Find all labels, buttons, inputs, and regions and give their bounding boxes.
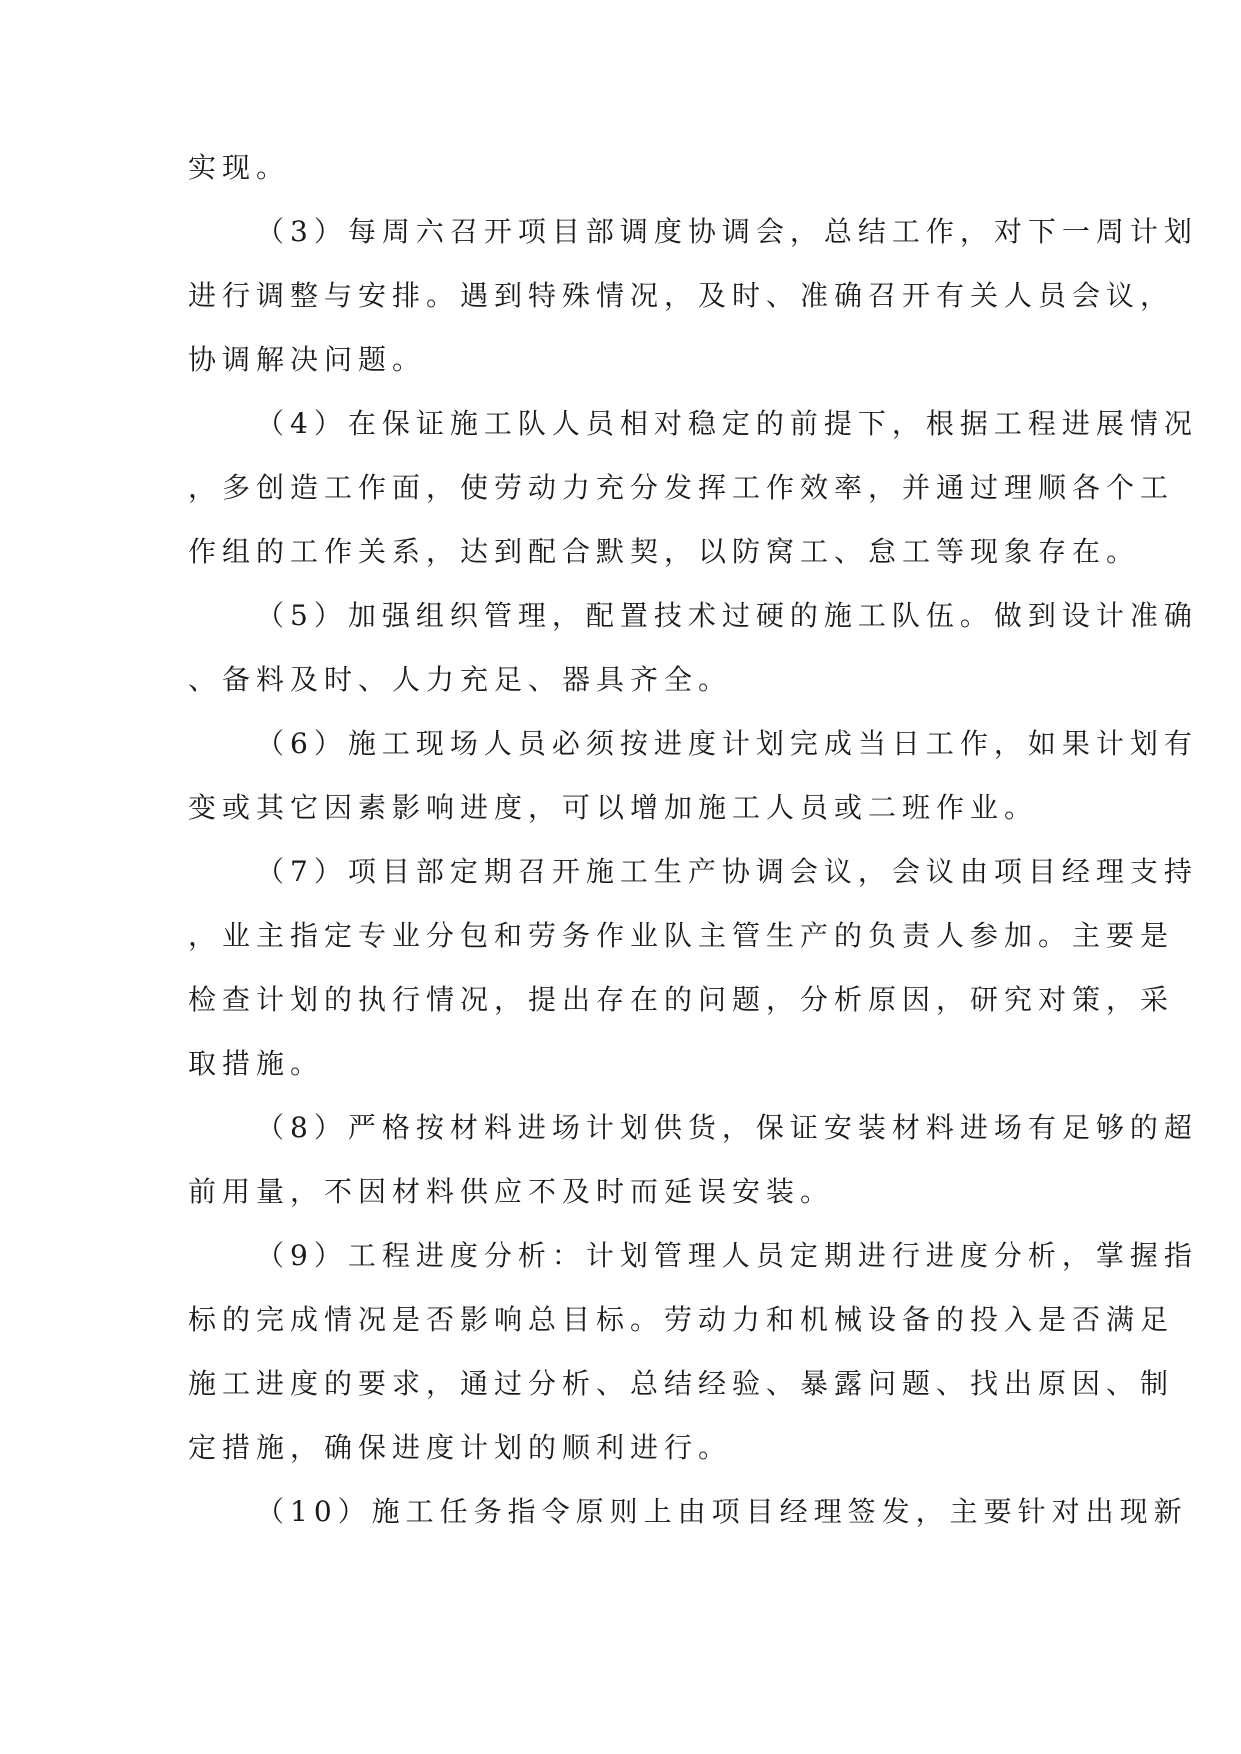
text-line: 作组的工作关系，达到配合默契，以防窝工、怠工等现象存在。 — [188, 535, 1141, 568]
text-line: ，多创造工作面，使劳动力充分发挥工作效率，并通过理顺各个工 — [188, 471, 1175, 504]
text-line: 定措施，确保进度计划的顺利进行。 — [188, 1431, 733, 1464]
text-line: 、备料及时、人力充足、器具齐全。 — [188, 663, 733, 696]
text-line: （4）在保证施工队人员相对稳定的前提下，根据工程进展情况 — [256, 407, 1198, 440]
text-line: 变或其它因素影响进度，可以增加施工人员或二班作业。 — [188, 791, 1039, 824]
text-line: 协调解决问题。 — [188, 343, 427, 376]
text-line: （7）项目部定期召开施工生产协调会议，会议由项目经理支持 — [256, 855, 1198, 888]
text-line: 检查计划的执行情况，提出存在的问题，分析原因，研究对策，采 — [188, 983, 1175, 1016]
text-line: （3）每周六召开项目部调度协调会，总结工作，对下一周计划 — [256, 215, 1198, 248]
text-line: 施工进度的要求，通过分析、总结经验、暴露问题、找出原因、制 — [188, 1367, 1175, 1400]
text-line: （8）严格按材料进场计划供货，保证安装材料进场有足够的超 — [256, 1111, 1198, 1144]
text-line: （10）施工任务指令原则上由项目经理签发，主要针对出现新 — [256, 1495, 1188, 1528]
text-line: ，业主指定专业分包和劳务作业队主管生产的负责人参加。主要是 — [188, 919, 1175, 952]
text-line: 进行调整与安排。遇到特殊情况，及时、准确召开有关人员会议， — [188, 279, 1175, 312]
text-line: 标的完成情况是否影响总目标。劳动力和机械设备的投入是否满足 — [188, 1303, 1175, 1336]
text-line: （5）加强组织管理，配置技术过硬的施工队伍。做到设计准确 — [256, 599, 1198, 632]
text-line: （6）施工现场人员必须按进度计划完成当日工作，如果计划有 — [256, 727, 1198, 760]
text-line: 前用量，不因材料供应不及时而延误安装。 — [188, 1175, 835, 1208]
text-line: 实现。 — [188, 151, 291, 184]
text-line: 取措施。 — [188, 1047, 325, 1080]
text-line: （9）工程进度分析：计划管理人员定期进行进度分析，掌握指 — [256, 1239, 1198, 1272]
